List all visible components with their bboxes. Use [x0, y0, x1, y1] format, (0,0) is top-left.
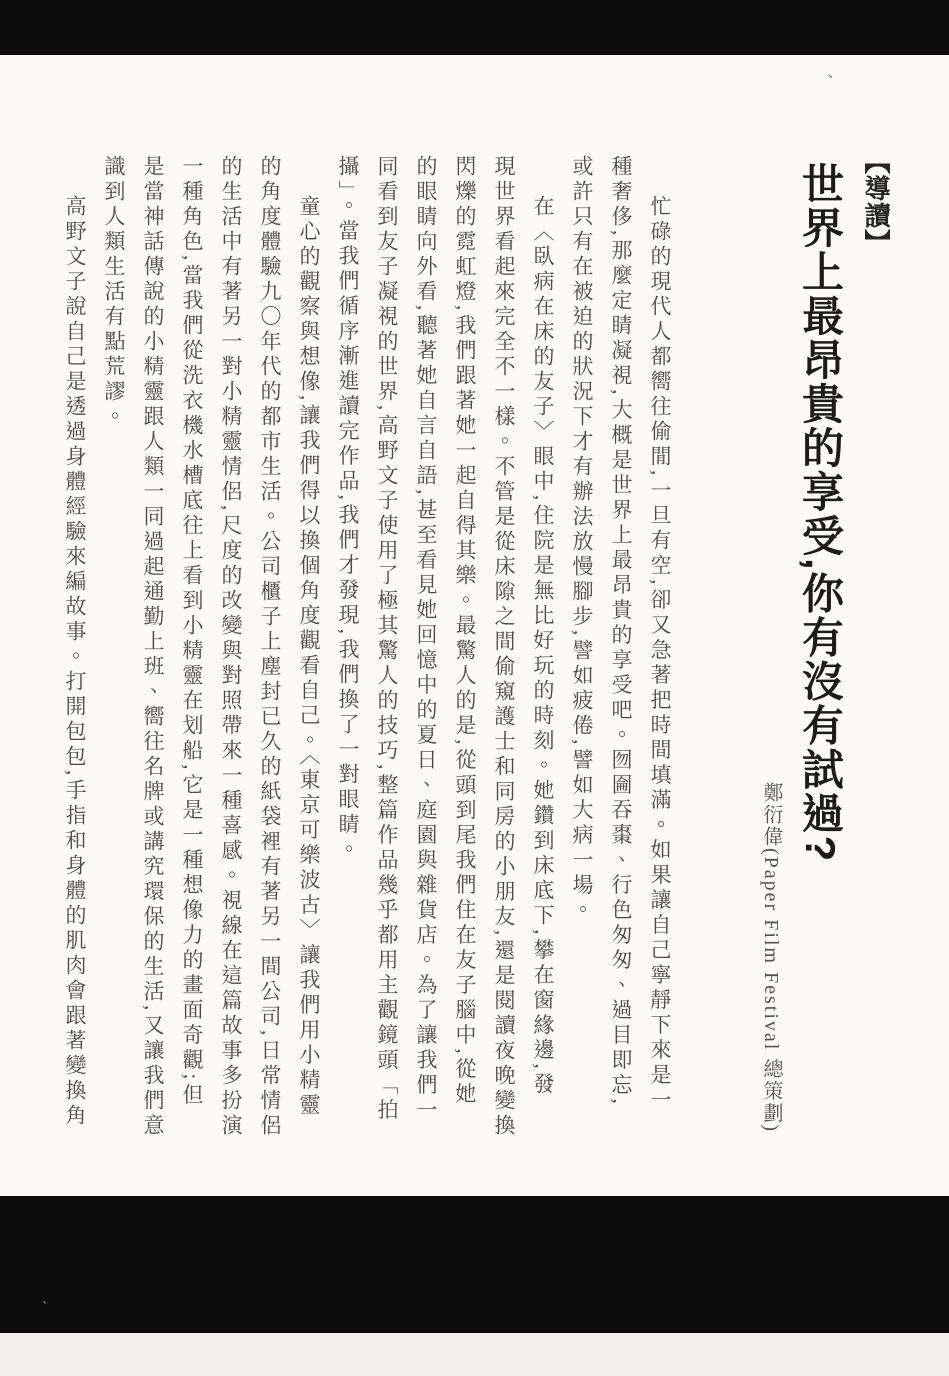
body-column: 攝」。當我們循序漸進讀完作品,我們才發現,我們換了一對眼睛。 — [336, 155, 360, 863]
body-column: 或許只有在被迫的狀況下才有辦法放慢腳步,譬如疲倦,譬如大病一場。 — [570, 155, 594, 924]
body-column: 是當神話傳說的小精靈跟人類一同過起通勤上班、嚮往名牌或講究環保的生活,又讓我們意 — [141, 155, 165, 1140]
body-column: 的眼睛向外看,聽著她自言自語,甚至看見她回憶中的夏日、庭園與雜貨店。為了讓我們一 — [414, 155, 438, 1124]
body-column: 的生活中有著另一對小精靈情侶,尺度的改變與對照帶來一種喜感。視線在這篇故事多扮演 — [219, 155, 243, 1140]
scan-artifact-bottom: 、 — [42, 1291, 56, 1306]
scan-artifact-top: 、 — [828, 65, 842, 80]
body-column: 童心的觀察與想像,讓我們得以換個角度觀看自己。〈東京可樂波古〉讓我們用小精靈 — [297, 195, 321, 1119]
section-label: 【導讀】 — [861, 148, 891, 256]
body-column: 種奢侈,那麼定睛凝視,大概是世界上最昂貴的享受吧。囫圇吞棗、行色匆匆、過目即忘, — [609, 155, 633, 1108]
body-text — [55, 155, 679, 1167]
body-column: 忙碌的現代人都嚮往偷閒,一旦有空,卻又急著把時間填滿。如果讓自己寧靜下來是一 — [648, 195, 672, 1114]
scan-border-bottom — [0, 1196, 949, 1333]
body-column: 同看到友子凝視的世界,高野文子使用了極其驚人的技巧,整篇作品幾乎都用主觀鏡頭「拍 — [375, 155, 399, 1124]
body-column: 現世界看起來完全不一樣。不管是從床隙之間偷窺護士和同房的小朋友,還是閱讀夜晚變換 — [492, 155, 516, 1140]
author-byline: 鄭衍偉(Paper Film Festival 總策劃) — [760, 782, 782, 1133]
body-column: 一種角色,當我們從洗衣機水槽底往上看到小精靈在划船,它是一種想像力的畫面奇觀;但 — [180, 155, 204, 1109]
body-column: 在〈臥病在床的友子〉眼中,住院是無比好玩的時刻。她鑽到床底下,攀在窗緣邊,發 — [531, 195, 555, 1098]
article-title: 世界上最昂貴的享受,你有沒有試過? — [797, 162, 844, 864]
body-column: 閃爍的霓虹燈,我們跟著她一起自得其樂。最驚人的是,從頭到尾我們住在友子腦中,從她 — [453, 155, 477, 1108]
scan-border-top — [0, 0, 949, 55]
body-column: 高野文子說自己是透過身體經驗來編故事。打開包包,手指和身體的肌肉會跟著變換角 — [63, 195, 87, 1130]
body-column: 的角度體驗九〇年代的都市生活。公司櫃子上塵封已久的紙袋裡有著另一間公司,日常情侶 — [258, 155, 282, 1140]
body-column: 識到人類生活有點荒謬。 — [102, 155, 126, 430]
scan-edge-strip — [0, 1333, 949, 1376]
